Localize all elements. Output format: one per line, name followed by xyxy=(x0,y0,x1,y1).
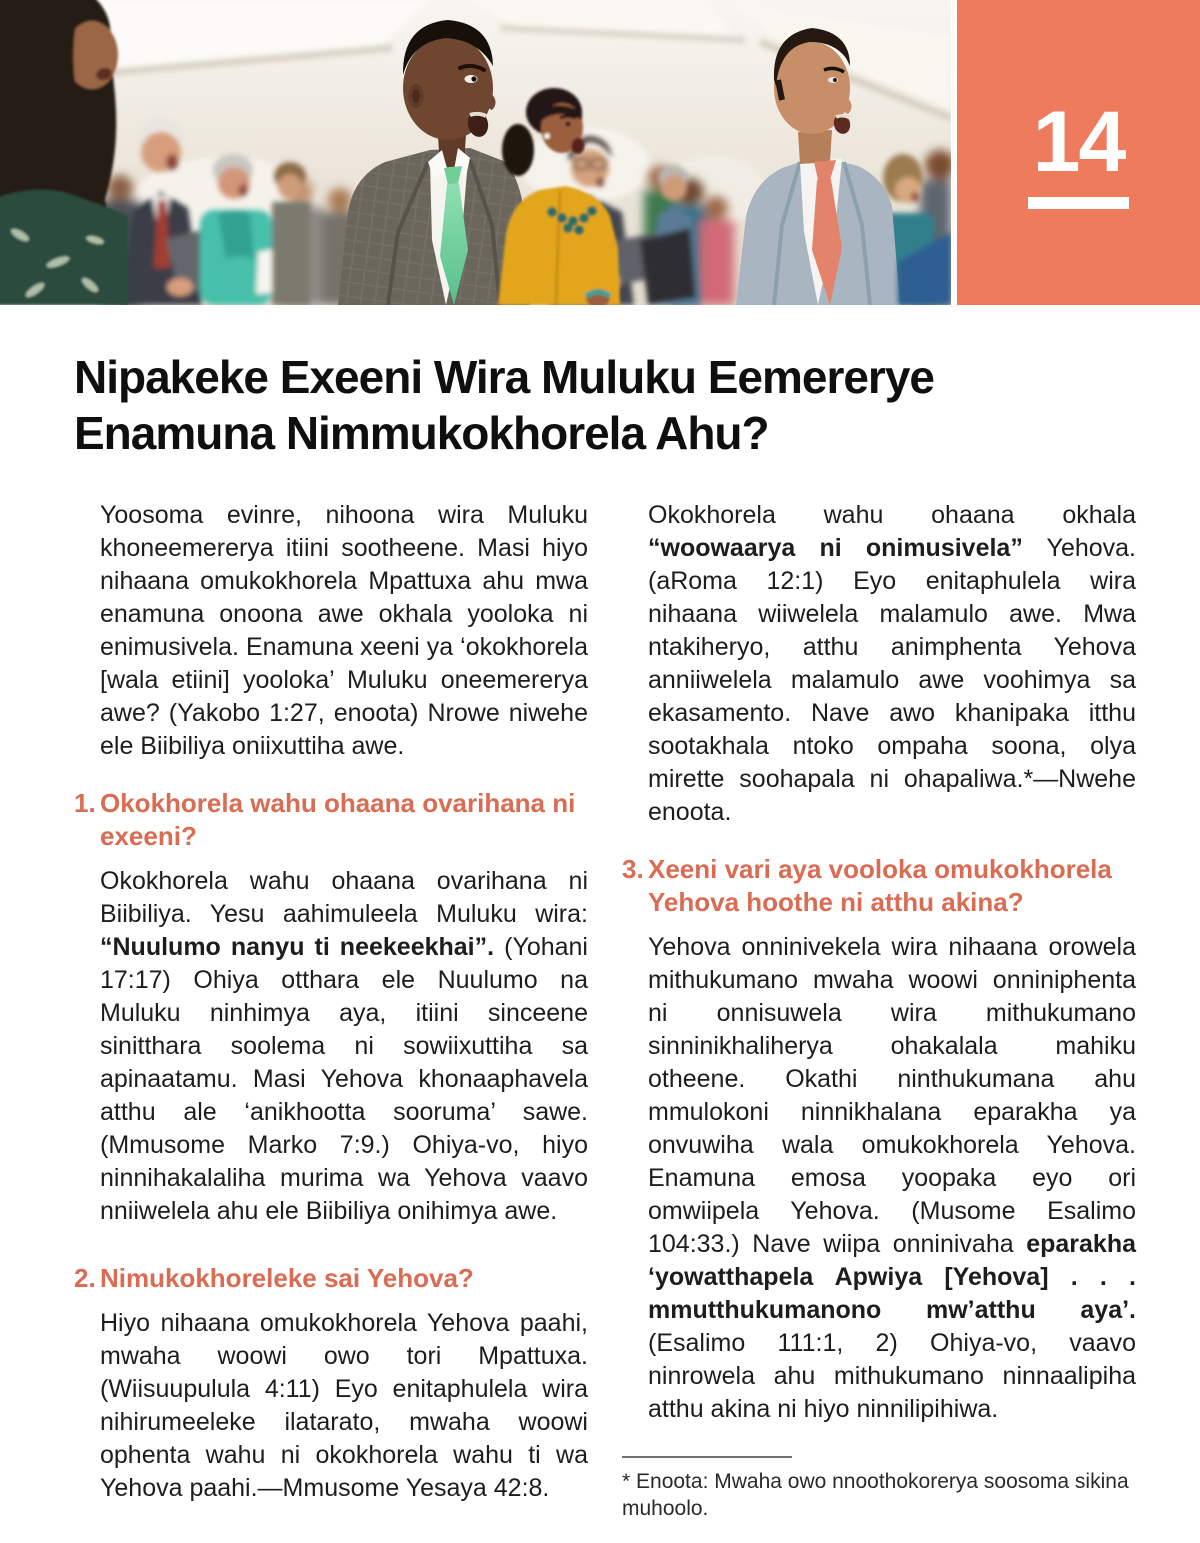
page-title-line-2: Enamuna Nimmukokhorela Ahu? xyxy=(74,407,769,459)
question-1-number: 1. xyxy=(74,788,96,818)
question-2-heading xyxy=(74,1262,588,1295)
congregation-photo-illustration xyxy=(0,0,951,305)
question-2-number: 2. xyxy=(74,1263,96,1293)
question-2-continuation: Okokhorela wahu ohaana okhala “woowaarya ni onimusivela” Yehova. (aRoma 12:1) Eyo enitaphulela wira nihaana wiiwelela malamulo awe. Mwa ntakiheryo, atthu animphenta Yehova anniiwelela malamulo awe voohimya sa ekasamento. Nave awo khanipaka itthu sootakhala ntoko ompaha soona, olya mirette soohapala ni ohapaliwa.*—Nwehe enoota. xyxy=(648,501,1137,826)
chapter-number: 14 xyxy=(1032,93,1125,190)
footnote-text: * Enoota: Mwaha owo nnoothokorerya soosoma sikina muhoolo. xyxy=(622,1470,1129,1520)
chapter-underline xyxy=(1028,197,1129,209)
chapter-number-badge xyxy=(957,0,1200,305)
singer-left-woman xyxy=(0,0,128,305)
intro-paragraph: Yoosoma evinre, nihoona wira Muluku khoneemererya itiini sootheene. Masi hiyo nihaana omukokhorela Mpattuxa ahu mwa enamuna onoona awe okhala yooloka ni enimusivela. Enamuna xeeni ya ‘okokhorela [wala etiini] yooloka’ Muluku oneemererya awe? (Yakobo 1:27, enoota) Nrowe niwehe ele Biibiliya oniixuttiha awe. xyxy=(100,501,588,760)
question-3-heading xyxy=(622,853,1136,919)
question-3-text: Xeeni vari aya vooloka omukokhorela Yehova hoothe ni atthu akina? xyxy=(648,854,1112,917)
article-columns xyxy=(0,499,1200,1522)
footnote-separator xyxy=(622,1456,792,1458)
page-title xyxy=(0,349,1200,461)
hero-strip xyxy=(0,0,1200,305)
right-column xyxy=(622,499,1136,1522)
question-2-text: Nimukokhoreleke sai Yehova? xyxy=(100,1263,474,1293)
question-1-text: Okokhorela wahu ohaana ovarihana ni exeeni? xyxy=(100,788,576,851)
question-1-body: Okokhorela wahu ohaana ovarihana ni Biibiliya. Yesu aahimuleela Muluku wira: “Nuulumo nanyu ti neekeekhai”. (Yohani 17:17) Ohiya otthara ele Nuulumo na Muluku ninhimya aya, itiini sinceene sinitthara soolema ni sowiixuttiha sa apinaatamu. Masi Yehova khonaaphavela atthu ale ‘anikhootta sooruma’ sawe. (Mmusome Marko 7:9.) Ohiya-vo, hiyo ninnihakalaliha murima wa Yehova vaavo nniiwelela ahu ele Biibiliya onihimya awe. xyxy=(100,867,588,1225)
question-2-body: Hiyo nihaana omukokhorela Yehova paahi, mwaha woowi owo tori Mpattuxa. (Wiisuupulula 4:11) Eyo enitaphulela wira nihirumeeleke ilatarato, mwaha woowi ophenta wahu ni okokhorela wahu ti wa Yehova paahi.—Mmusome Yesaya 42:8. xyxy=(100,1309,588,1502)
congregation-photo xyxy=(0,0,951,305)
question-1-heading xyxy=(74,787,588,853)
page-title-line-1: Nipakeke Exeeni Wira Muluku Eemererye xyxy=(74,351,934,403)
question-3-number: 3. xyxy=(622,854,644,884)
question-3-body: Yehova onninivekela wira nihaana orowela mithukumano mwaha woowi onniniphenta ni onnisuwela wira mithukumano sinninikhaliherya ohakalala mahiku otheene. Okathi ninthukumana ahu mmulokoni ninnikhalana eparakha ya onvuwiha wala omukokhorela Yehova. Enamuna emosa yoopaka eyo ori omwiipela Yehova. (Musome Esalimo 104:33.) Nave wiipa onninivaha eparakha ‘yowatthapela Apwiya [Yehova] . . . mmutthukumanono mw’atthu aya’. (Esalimo 111:1, 2) Ohiya-vo, vaavo ninrowela ahu mithukumano ninnaalipiha atthu akina ni hiyo ninnilipihiwa. xyxy=(648,933,1136,1423)
left-column xyxy=(74,499,588,1522)
